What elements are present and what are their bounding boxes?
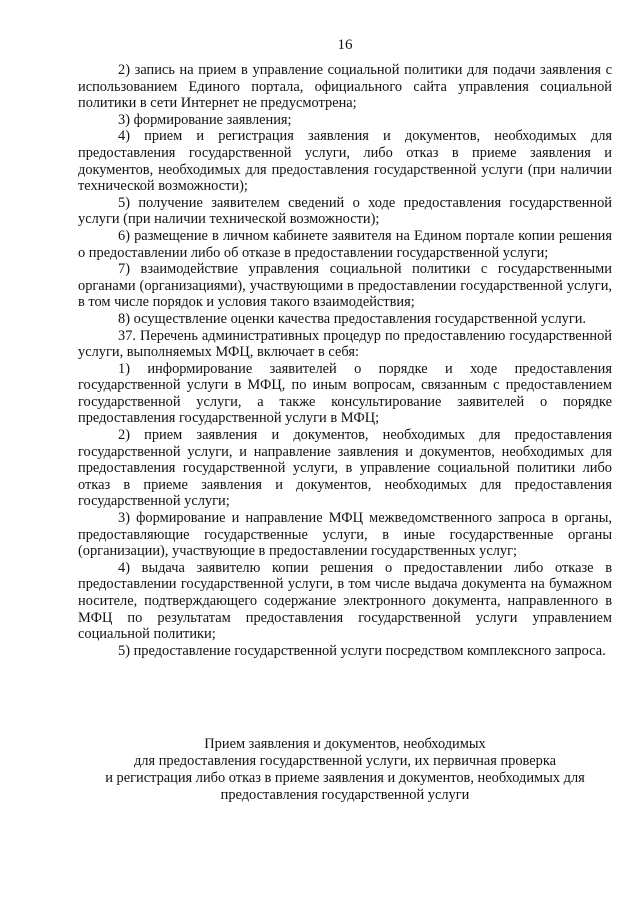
document-body xyxy=(78,62,612,659)
paragraph: 2) прием заявления и документов, необходимых для предоставления государственной услуги, и направление заявления и документов, необходимых для предоставления государственной услуги, в управление социальной политики либо отказ в приеме заявления и документов, необходимых для предоставления государственной услуги; xyxy=(78,427,612,510)
section-heading-line: Прием заявления и документов, необходимых xyxy=(204,736,486,752)
paragraph: 6) размещение в личном кабинете заявителя на Едином портале копии решения о предоставлении либо об отказе в предоставлении государственной услуги; xyxy=(78,227,612,261)
paragraph: 4) прием и регистрация заявления и документов, необходимых для предоставления государственной услуги, либо отказ в приеме заявления и документов, необходимых для предоставления государственной услуги (при наличии технической возможности); xyxy=(78,128,612,195)
section-heading-line: и регистрация либо отказ в приеме заявления и документов, необходимых для xyxy=(105,770,585,786)
paragraph: 2) запись на прием в управление социальной политики для подачи заявления с использованием Единого портала, официального сайта управления социальной политики в сети Интернет не предусмотрена; xyxy=(78,62,612,112)
page-number: 16 xyxy=(337,37,353,53)
paragraph: 3) формирование и направление МФЦ межведомственного запроса в органы, предоставляющие государственные услуги, в иные государственные органы (организации), участвующие в предоставлении государственных услуг; xyxy=(78,510,612,560)
paragraph: 4) выдача заявителю копии решения о предоставлении либо отказе в предоставлении государственной услуги, в том числе выдача документа на бумажном носителе, подтверждающего содержание электронного документа, направленного в МФЦ по результатам предоставления государственной услуги управлением социальной политики; xyxy=(78,559,612,643)
paragraph: 7) взаимодействие управления социальной политики с государственными органами (организациями), участвующими в предоставлении государственной услуги, в том числе порядок и условия такого взаимодействия; xyxy=(78,261,612,311)
paragraph: 8) осуществление оценки качества предоставления государственной услуги. xyxy=(118,310,587,327)
paragraph: 1) информирование заявителей о порядке и ходе предоставления государственной услуги в МФЦ, по иным вопросам, связанным с предоставлением государственной услуги, а также консультирование заявителей о порядке предоставления государственной услуги в МФЦ; xyxy=(78,360,612,427)
paragraph: 3) формирование заявления; xyxy=(118,111,292,128)
section-heading xyxy=(78,736,612,804)
section-heading-line: для предоставления государственной услуги, их первичная проверка xyxy=(133,753,556,769)
paragraph: 37. Перечень административных процедур по предоставлению государственной услуги, выполняемых МФЦ, включает в себя: xyxy=(78,327,612,361)
paragraph: 5) получение заявителем сведений о ходе предоставления государственной услуги (при наличии технической возможности); xyxy=(78,194,612,228)
paragraph: 5) предоставление государственной услуги посредством комплексного запроса. xyxy=(118,642,606,659)
section-heading-line: предоставления государственной услуги xyxy=(220,787,470,803)
